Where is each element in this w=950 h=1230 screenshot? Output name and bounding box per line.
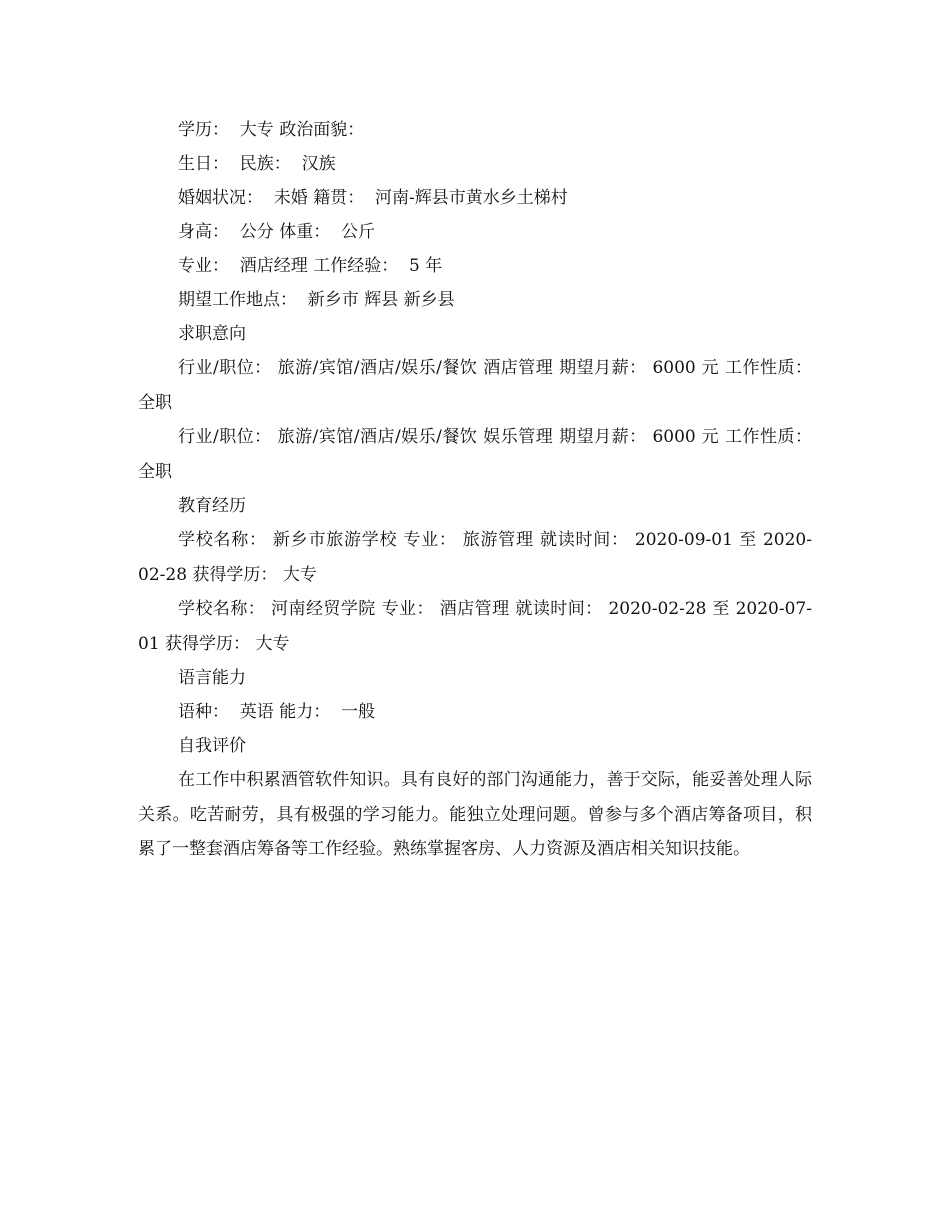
job-intention-item: 行业/职位： 旅游/宾馆/酒店/娱乐/餐饮 酒店管理 期望月薪： 6000 元 工作性质： 全职 [138, 358, 812, 413]
language-heading: 语言能力 [178, 668, 246, 688]
resume-document [138, 113, 812, 867]
language-detail: 语种： 英语 能力： 一般 [178, 702, 376, 722]
self-evaluation-heading: 自我评价 [178, 736, 246, 756]
job-intention-item: 行业/职位： 旅游/宾馆/酒店/娱乐/餐饮 娱乐管理 期望月薪： 6000 元 工作性质： 全职 [138, 427, 812, 482]
education-item: 学校名称： 新乡市旅游学校 专业： 旅游管理 就读时间： 2020-09-01 至 2020-02-28 获得学历： 大专 [138, 530, 812, 585]
education-level-line: 学历： 大专 政治面貌： [178, 120, 365, 140]
birthday-line: 生日： 民族： 汉族 [178, 154, 336, 174]
major-line: 专业： 酒店经理 工作经验： 5 年 [178, 256, 443, 276]
expected-location-line: 期望工作地点： 新乡市 辉县 新乡县 [178, 290, 455, 310]
job-intention-heading: 求职意向 [178, 324, 246, 344]
education-heading: 教育经历 [178, 496, 246, 516]
height-weight-line: 身高： 公分 体重： 公斤 [178, 222, 376, 242]
self-evaluation-text: 在工作中积累酒管软件知识。具有良好的部门沟通能力，善于交际，能妥善处理人际关系。吃苦耐劳，具有极强的学习能力。能独立处理问题。曾参与多个酒店筹备项目，积累了一整套酒店筹备等工作经验。熟练掌握客房、人力资源及酒店相关知识技能。 [138, 770, 812, 859]
marital-status-line: 婚姻状况： 未婚 籍贯： 河南-辉县市黄水乡土梯村 [178, 188, 568, 208]
education-item: 学校名称： 河南经贸学院 专业： 酒店管理 就读时间： 2020-02-28 至 2020-07-01 获得学历： 大专 [138, 599, 812, 654]
